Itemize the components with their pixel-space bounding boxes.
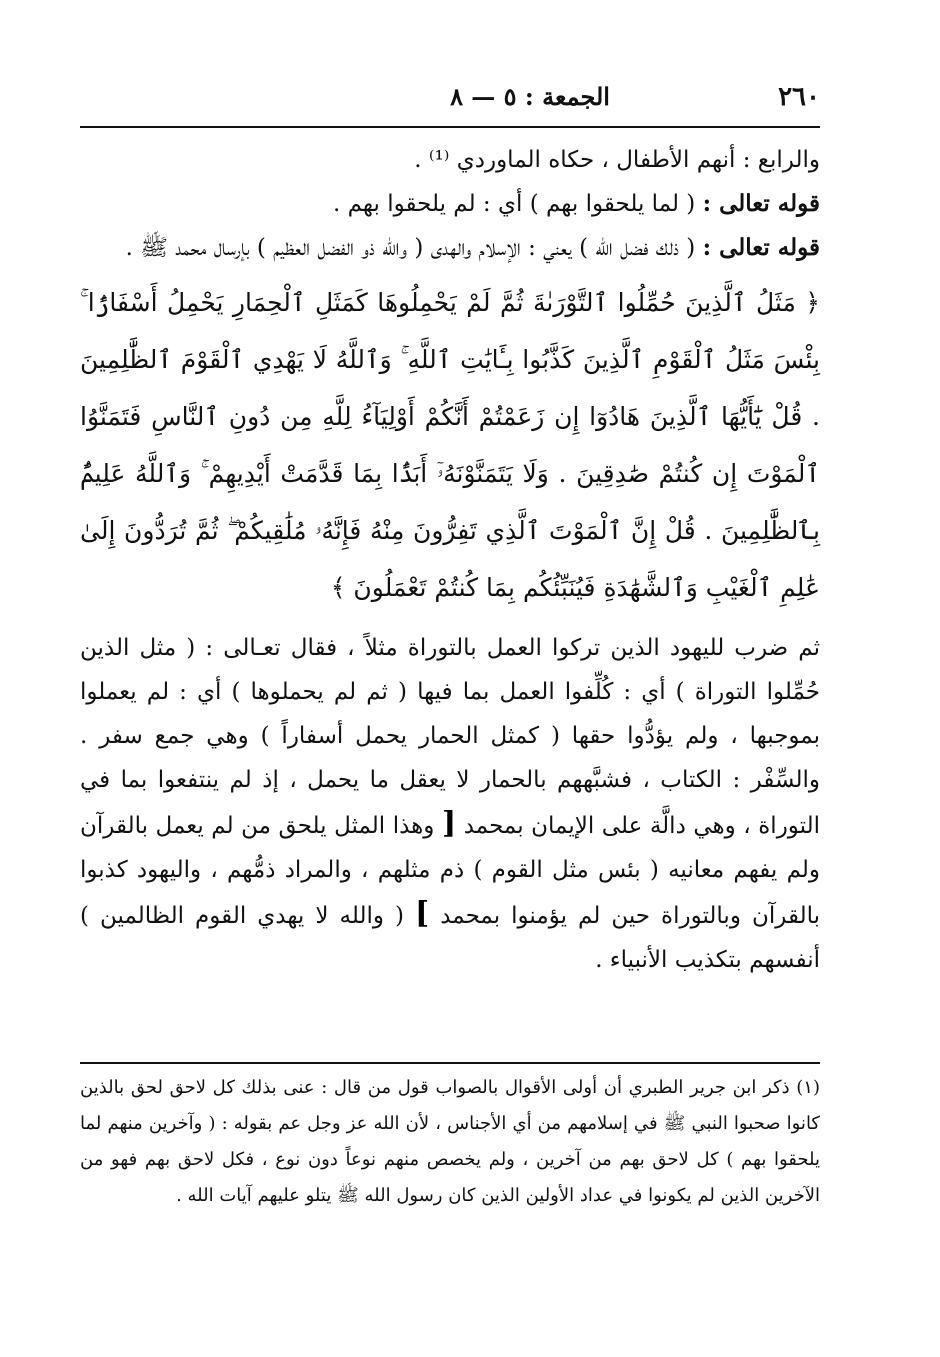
page-number: ٢٦٠ bbox=[778, 82, 820, 112]
qawl-text: ( لما يلحقوا بهم ) أي : لم يلحقوا بهم . bbox=[332, 191, 696, 217]
quran-verses: مَثَلُ ٱلَّذِينَ حُمِّلُوا ٱلتَّوْرَىٰةَ ثُمَّ لَمْ يَحْمِلُوهَا كَمَثَلِ ٱلْحِمَارِ يَحْمِلُ أَسْفَارًۢا ۚ بِئْسَ مَثَلُ ٱلْقَوْمِ ٱلَّذِينَ كَذَّبُوا بِـَٔايَٰتِ ٱللَّهِ ۚ وَٱللَّهُ لَا يَهْدِي ٱلْقَوْمَ ٱلظَّٰلِمِينَ . قُلْ يَٰٓأَيُّهَا ٱلَّذِينَ هَادُوٓا إِن زَعَمْتُمْ أَنَّكُمْ أَوْلِيَآءُ لِلَّهِ مِن دُونِ ٱلنَّاسِ فَتَمَنَّوُا ٱلْمَوْتَ إِن كُنتُمْ صَٰدِقِينَ . وَلَا يَتَمَنَّوْنَهُۥٓ أَبَدًۢا بِمَا قَدَّمَتْ أَيْدِيهِمْ ۚ وَٱللَّهُ عَلِيمٌۢ بِٱلظَّٰلِمِينَ . قُلْ إِنَّ ٱلْمَوْتَ ٱلَّذِي تَفِرُّونَ مِنْهُ فَإِنَّهُۥ مُلَٰقِيكُمْ ۖ ثُمَّ تُرَدُّونَ إِلَىٰ عَٰلِمِ ٱلْغَيْبِ وَٱلشَّهَٰدَةِ فَيُنَبِّئُكُم بِمَا كُنتُمْ تَعْمَلُونَ bbox=[80, 288, 820, 602]
editorial-bracket-close: ] bbox=[414, 896, 430, 931]
tafsir-text-2: ( بئس مثل القوم ) ذم مثلهم ، والمراد ذمُّهم ، واليهود كذبوا بالقرآن وبالتوراة حين لم يؤمنوا بمحمد bbox=[80, 857, 820, 929]
tafsir-bracketed-text: وهذا المثل يلحق من لم يعمل بالقرآن ولم يفهم معانيه bbox=[80, 813, 820, 883]
footnote-1: (١) ذكر ابن جرير الطبري أن أولى الأقوال بالصواب قول من قال : عنى بذلك كل لاحق لحق بالذين كانوا صحبوا النبي ﷺ في إسلامهم من أي الأجناس ، لأن الله عز وجل عم بقوله : ( وآخرين منهم لما يلحقوا بهم ) كل لاحق بهم من آخرين ، ولم يخصص منهم نوعاً دون نوع ، فكل لاحق بهم فهو من الآخرين الذين لم يكونوا في عداد الأولين الذين كان رسول الله ﷺ يتلو عليهم آيات الله . bbox=[80, 1077, 820, 1206]
quran-verse-block bbox=[80, 274, 820, 616]
paragraph-qawl-1 bbox=[80, 182, 820, 226]
quran-open-bracket: ﴿ bbox=[805, 288, 820, 317]
footnote-divider bbox=[80, 1062, 820, 1064]
quran-close-bracket: ﴾ bbox=[330, 573, 346, 602]
qawl-label: قوله تعالى : bbox=[702, 234, 820, 261]
paragraph-rabi: والرابع : أنهم الأطفال ، حكاه الماوردي ⁽¹⁾ . bbox=[414, 147, 820, 173]
qawl-label: قوله تعالى : bbox=[702, 190, 820, 217]
paragraph-qawl-2 bbox=[80, 226, 820, 270]
tafsir-paragraph bbox=[80, 626, 820, 982]
qawl-text: ( ذلك فضل الله ) يعني : الإسلام والهدى ( والله ذو الفضل العظيم ) بإرسال محمد ﷺ . bbox=[125, 235, 696, 261]
header-divider bbox=[80, 126, 820, 128]
running-head: الجمعة : ٥ — ٨ bbox=[450, 82, 610, 111]
page-header bbox=[80, 82, 820, 122]
footnotes bbox=[80, 1070, 820, 1214]
editorial-bracket-open: [ bbox=[441, 806, 457, 841]
main-text bbox=[80, 138, 820, 982]
tafsir-text-3: ( والله لا يهدي القوم الظالمين ) أنفسهم بتكذيب الأنبياء . bbox=[80, 903, 820, 973]
tafsir-text-1: ثم ضرب لليهود الذين تركوا العمل بالتوراة مثلاً ، فقال تعـالى : ( مثل الذين حُمِّلوا التوراة ) أي : كُلِّفوا العمل بما فيها ( ثم لم يحملوها ) أي : لم يعملوا بموجبها ، ولم يؤدُّوا حقها ( كمثل الحمار يحمل أسفاراً ) وهي جمع سفر . والسِّفْر : الكتاب ، فشبَّههم بالحمار لا يعقل ما يحمل ، إذ لم ينتفعوا بما في التوراة ، وهي دالَّة على الإيمان بمحمد bbox=[80, 635, 821, 839]
